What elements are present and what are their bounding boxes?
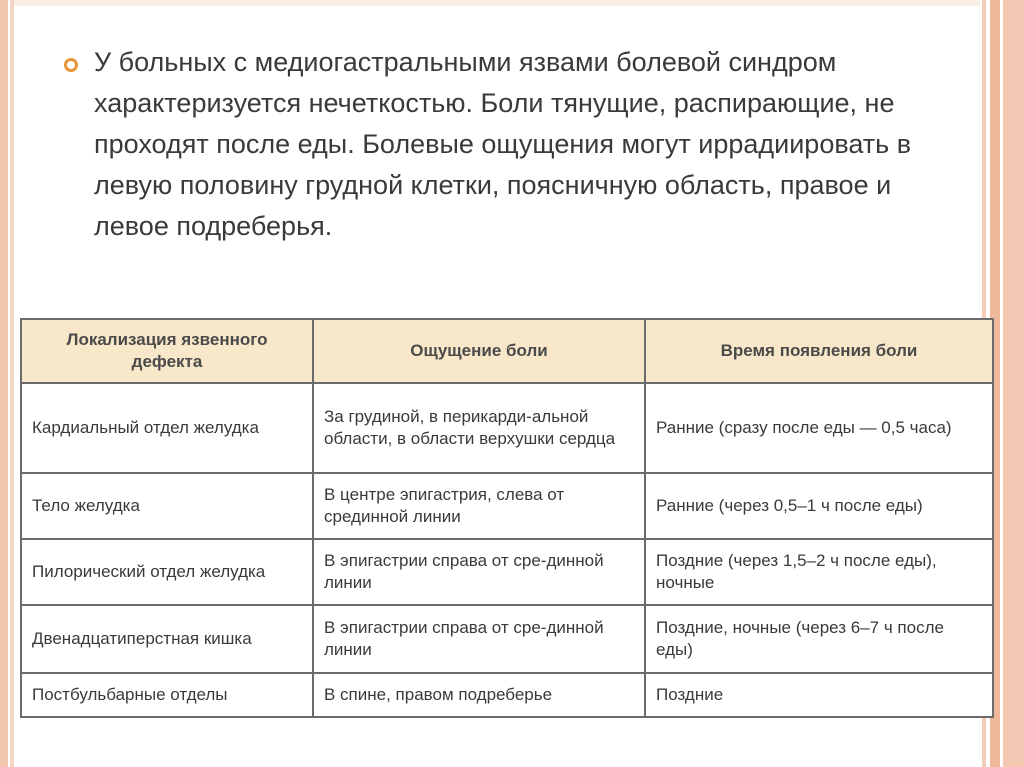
cell-sensation: За грудиной, в перикарди-альной области, в области верхушки сердца bbox=[313, 383, 645, 473]
cell-location: Двенадцатиперстная кишка bbox=[21, 605, 313, 673]
cell-location: Тело желудка bbox=[21, 473, 313, 539]
table-row bbox=[21, 473, 993, 539]
cell-onset: Ранние (сразу после еды — 0,5 часа) bbox=[645, 383, 993, 473]
header-ulcer-location: Локализация язвенного дефекта bbox=[21, 319, 313, 383]
cell-onset: Ранние (через 0,5–1 ч после еды) bbox=[645, 473, 993, 539]
table-row bbox=[21, 673, 993, 717]
table-row bbox=[21, 539, 993, 605]
table-row bbox=[21, 383, 993, 473]
header-pain-sensation: Ощущение боли bbox=[313, 319, 645, 383]
cell-onset: Поздние bbox=[645, 673, 993, 717]
cell-location: Кардиальный отдел желудка bbox=[21, 383, 313, 473]
slide-frame-left bbox=[0, 0, 14, 767]
bullet-text: У больных с медиогастральными язвами болевой синдром характеризуется нечеткостью. Боли тянущие, распирающие, не проходят после еды. Болевые ощущения могут иррадиировать в левую половину грудной клетки, поясничную область, правое и левое подреберья. bbox=[94, 47, 912, 241]
table-header-row bbox=[21, 319, 993, 383]
cell-location: Постбульбарные отделы bbox=[21, 673, 313, 717]
cell-onset: Поздние (через 1,5–2 ч после еды), ночные bbox=[645, 539, 993, 605]
header-pain-onset-time: Время появления боли bbox=[645, 319, 993, 383]
bullet-paragraph bbox=[64, 42, 914, 247]
circle-bullet-icon bbox=[64, 58, 78, 72]
cell-sensation: В спине, правом подреберье bbox=[313, 673, 645, 717]
table-row bbox=[21, 605, 993, 673]
cell-location: Пилорический отдел желудка bbox=[21, 539, 313, 605]
pain-localization-table bbox=[20, 318, 992, 718]
cell-sensation: В эпигастрии справа от сре-динной линии bbox=[313, 539, 645, 605]
cell-sensation: В центре эпигастрия, слева от срединной линии bbox=[313, 473, 645, 539]
slide-frame-top bbox=[14, 0, 980, 6]
cell-onset: Поздние, ночные (через 6–7 ч после еды) bbox=[645, 605, 993, 673]
cell-sensation: В эпигастрии справа от сре-динной линии bbox=[313, 605, 645, 673]
